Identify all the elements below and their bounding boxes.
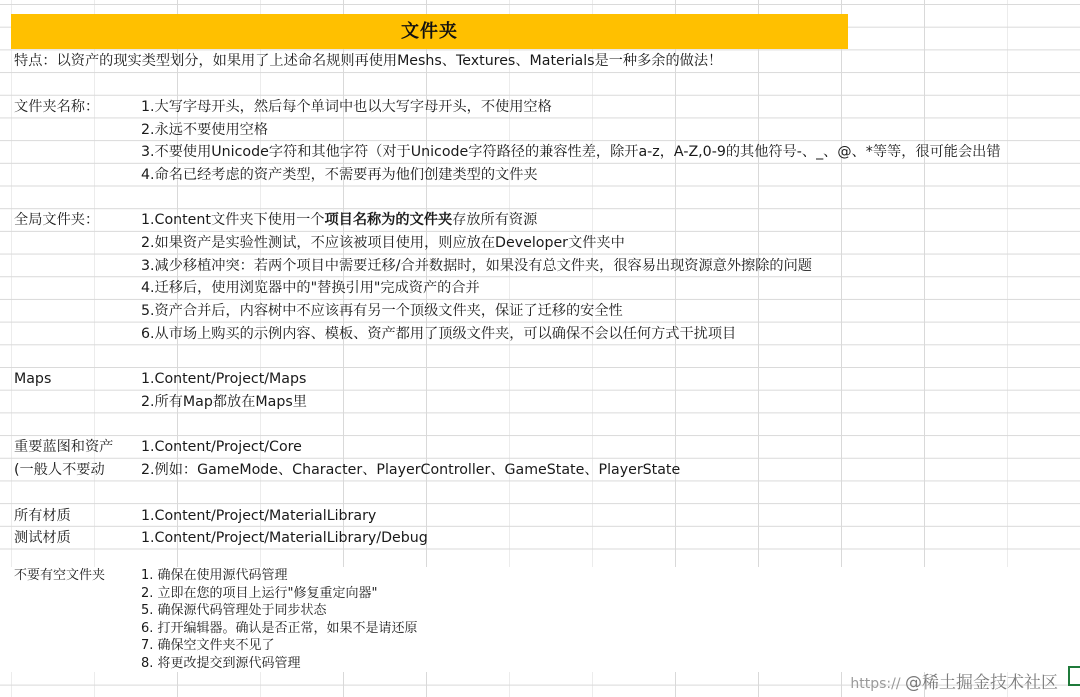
global-item: 5.资产合并后，内容树中不应该再有另一个顶级文件夹，保证了迁移的安全性 bbox=[141, 303, 623, 319]
global-label: 全局文件夹： bbox=[14, 212, 100, 228]
core-row-2[interactable] bbox=[0, 459, 1080, 481]
global-item-1-bold: 项目名称为的文件夹 bbox=[324, 212, 453, 228]
no-empty-item: 2. 立即在您的项目上运行"修复重定向器" bbox=[141, 585, 378, 601]
global-row-6[interactable] bbox=[0, 323, 1080, 345]
global-item: 6.从市场上购买的示例内容、模板、资产都用了顶级文件夹，可以确保不会以任何方式干扰项目 bbox=[141, 326, 737, 342]
no-empty-row-3[interactable] bbox=[0, 602, 1080, 620]
global-row-3[interactable] bbox=[0, 255, 1080, 277]
naming-row-1[interactable] bbox=[0, 96, 1080, 118]
naming-item: 2.永远不要使用空格 bbox=[141, 122, 269, 138]
no-empty-item: 6. 打开编辑器。确认是否正常，如果不是请还原 bbox=[141, 620, 418, 636]
maps-item: 2.所有Map都放在Maps里 bbox=[141, 394, 307, 410]
active-cell-indicator[interactable] bbox=[1068, 666, 1080, 686]
materials-row[interactable] bbox=[0, 505, 1080, 527]
test-materials-value: 1.Content/Project/MaterialLibrary/Debug bbox=[141, 530, 428, 546]
global-item: 3.减少移植冲突：若两个项目中需要迁移/合并数据时，如果没有总文件夹，很容易出现资源意外擦除的问题 bbox=[141, 258, 812, 274]
feature-text: 特点：以资产的现实类型划分，如果用了上述命名规则再使用Meshs、Textures、Materials是一种多余的做法！ bbox=[14, 53, 723, 69]
naming-item: 4.命名已经考虑的资产类型，不需要再为他们创建类型的文件夹 bbox=[141, 167, 538, 183]
naming-row-3[interactable] bbox=[0, 141, 1080, 163]
naming-row-4[interactable] bbox=[0, 164, 1080, 186]
global-item: 2.如果资产是实验性测试，不应该被项目使用，则应放在Developer文件夹中 bbox=[141, 235, 625, 251]
global-row-5[interactable] bbox=[0, 300, 1080, 322]
no-empty-item: 7. 确保空文件夹不见了 bbox=[141, 638, 275, 653]
maps-label: Maps bbox=[14, 371, 52, 387]
global-item-1-pre: 1.Content文件夹下使用一个 bbox=[141, 212, 325, 228]
no-empty-item: 8. 将更改提交到源代码管理 bbox=[141, 655, 301, 671]
sheet-title-cell[interactable]: 文件夹 bbox=[11, 14, 848, 49]
feature-row[interactable] bbox=[0, 50, 1080, 72]
no-empty-row-4[interactable] bbox=[0, 620, 1080, 638]
maps-row-1[interactable] bbox=[0, 368, 1080, 390]
no-empty-row-2[interactable] bbox=[0, 585, 1080, 603]
no-empty-row-1[interactable] bbox=[0, 567, 1080, 585]
core-label-2: (一般人不要动 bbox=[14, 462, 105, 478]
test-materials-row[interactable] bbox=[0, 527, 1080, 549]
materials-value: 1.Content/Project/MaterialLibrary bbox=[141, 508, 377, 524]
global-row-2[interactable] bbox=[0, 232, 1080, 254]
global-item: 4.迁移后，使用浏览器中的"替换引用"完成资产的合并 bbox=[141, 280, 480, 296]
core-item: 2.例如：GameMode、Character、PlayerController、GameState、PlayerState bbox=[141, 462, 681, 478]
core-item: 1.Content/Project/Core bbox=[141, 439, 302, 455]
watermark-url: https:// bbox=[850, 676, 901, 692]
test-materials-label: 测试材质 bbox=[14, 530, 71, 546]
naming-label: 文件夹名称： bbox=[14, 99, 100, 115]
core-row-1[interactable] bbox=[0, 436, 1080, 458]
materials-label: 所有材质 bbox=[14, 508, 71, 524]
naming-item: 3.不要使用Unicode字符和其他字符（对于Unicode字符路径的兼容性差，除开a-z，A-Z,0-9的其他符号-、_、@、*等等，很可能会出错 bbox=[141, 144, 1001, 160]
no-empty-item: 5. 确保源代码管理处于同步状态 bbox=[141, 603, 327, 618]
global-row-4[interactable] bbox=[0, 277, 1080, 299]
core-label-1: 重要蓝图和资产 bbox=[14, 439, 114, 455]
naming-row-2[interactable] bbox=[0, 119, 1080, 141]
global-item-1 bbox=[141, 209, 537, 231]
maps-row-2[interactable] bbox=[0, 391, 1080, 413]
global-item-1-post: 存放所有资源 bbox=[452, 212, 538, 228]
no-empty-item: 1. 确保在使用源代码管理 bbox=[141, 568, 288, 583]
watermark bbox=[850, 668, 1058, 693]
global-row-1[interactable] bbox=[0, 209, 1080, 231]
no-empty-row-5[interactable] bbox=[0, 637, 1080, 655]
watermark-text: @稀土掘金技术社区 bbox=[905, 673, 1058, 693]
maps-item: 1.Content/Project/Maps bbox=[141, 371, 307, 387]
no-empty-label: 不要有空文件夹 bbox=[14, 568, 106, 583]
naming-item: 1.大写字母开头，然后每个单词中也以大写字母开头，不使用空格 bbox=[141, 99, 552, 115]
